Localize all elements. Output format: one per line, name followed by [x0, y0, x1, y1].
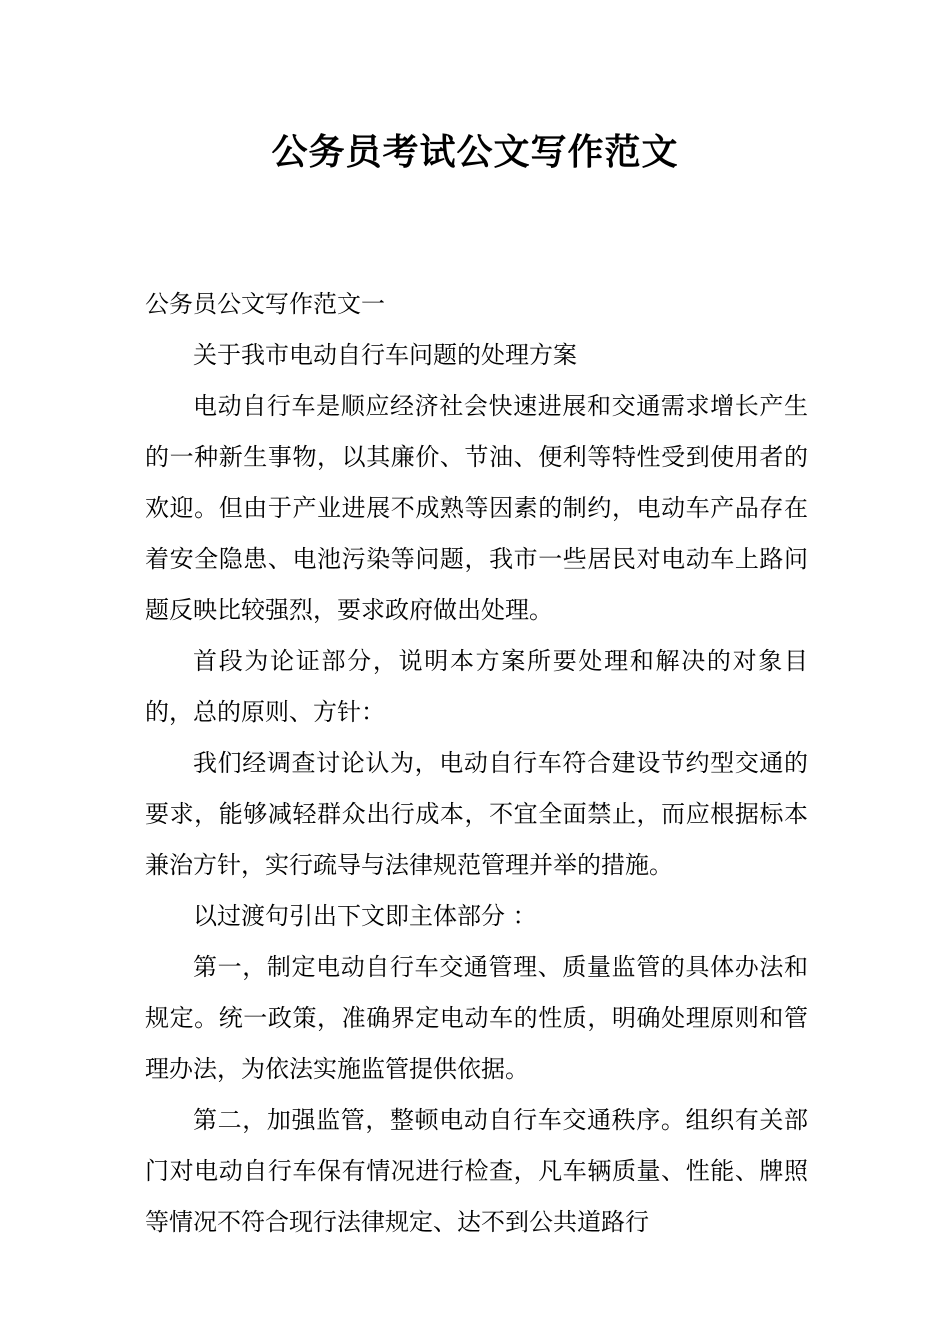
paragraph-conclusion: 我们经调查讨论认为，电动自行车符合建设节约型交通的要求，能够减轻群众出行成本，不宜全面禁止，而应根据标本兼治方针，实行疏导与法律规范管理并举的措施。 [145, 749, 808, 879]
paragraph-point-one: 第一，制定电动自行车交通管理、质量监管的具体办法和规定。统一政策，准确界定电动车的性质，明确处理原则和管理办法，为依法实施监管提供依据。 [145, 953, 808, 1083]
paragraph-intro: 电动自行车是顺应经济社会快速进展和交通需求增长产生的一种新生事物，以其廉价、节油、便利等特性受到使用者的欢迎。但由于产业进展不成熟等因素的制约，电动车产品存在着安全隐患、电池污染等问题，我市一些居民对电动车上路问题反映比较强烈，要求政府做出处理。 [145, 392, 808, 624]
paragraph-note-transition: 以过渡句引出下文即主体部分 ： [193, 902, 537, 930]
section-heading: 公务员公文写作范文一 [145, 290, 385, 318]
paragraph-note-argument: 首段为论证部分，说明本方案所要处理和解决的对象目的，总的原则、方针： [145, 647, 808, 726]
proposal-title: 关于我市电动自行车问题的处理方案 [193, 341, 577, 369]
document-title: 公务员考试公文写作范文 [271, 131, 679, 173]
document-body [145, 279, 808, 1248]
paragraph-point-two: 第二，加强监管，整顿电动自行车交通秩序。组织有关部门对电动自行车保有情况进行检查，凡车辆质量、性能、牌照等情况不符合现行法律规定、达不到公共道路行 [145, 1106, 808, 1236]
